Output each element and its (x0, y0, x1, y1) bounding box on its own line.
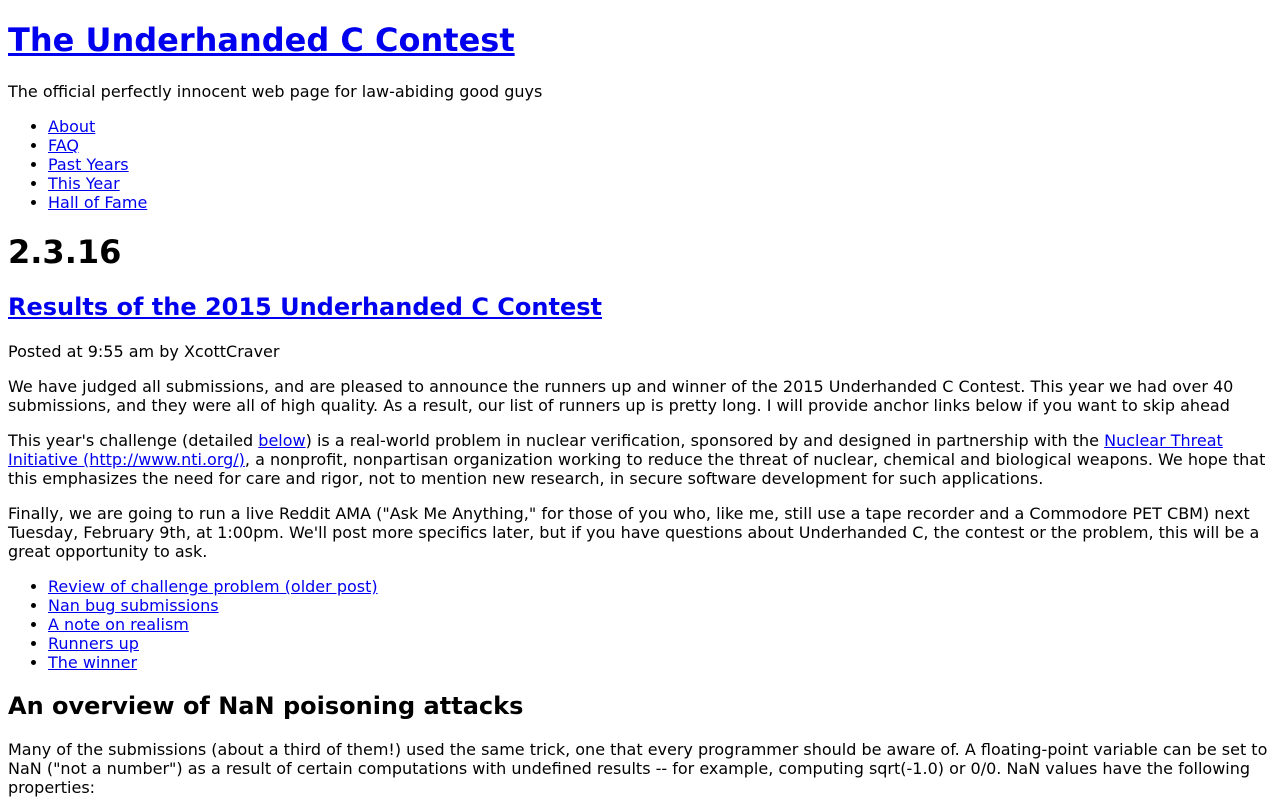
anchor-link-runners-up[interactable]: Runners up (48, 634, 139, 653)
post-meta (8, 342, 1272, 361)
post-title-link[interactable]: Results of the 2015 Underhanded C Contest (8, 293, 602, 321)
posted-time: 9:55 am (87, 342, 155, 361)
site-title (8, 21, 1272, 59)
anchor-item (48, 653, 1272, 672)
posted-by: by (154, 342, 184, 361)
nav-item-past-years (48, 155, 1272, 174)
below-link[interactable]: below (258, 431, 306, 450)
nav-link-this-year[interactable]: This Year (48, 174, 120, 193)
post-paragraph-challenge (8, 431, 1272, 488)
nav-item-about (48, 117, 1272, 136)
nav-item-hall-of-fame (48, 193, 1272, 212)
anchor-link-nan-bug[interactable]: Nan bug submissions (48, 596, 219, 615)
anchor-item (48, 634, 1272, 653)
post-author: XcottCraver (183, 342, 280, 361)
site-tagline: The official perfectly innocent web page for law-abiding good guys (8, 82, 543, 101)
anchor-links-list (8, 577, 1272, 672)
section-paragraph-nan: Many of the submissions (about a third of them!) used the same trick, one that every programmer should be aware of. A floating-point variable can be set to NaN ("not a number") as a result of certain computations with undefined results -- for example, computing sqrt(-1.0) or 0/0. NaN values have the following properties: (8, 740, 1268, 797)
anchor-item (48, 577, 1272, 596)
nav-link-hall-of-fame[interactable]: Hall of Fame (48, 193, 148, 212)
section-heading-nan: An overview of NaN poisoning attacks (8, 692, 524, 720)
nav-item-this-year (48, 174, 1272, 193)
anchor-item (48, 596, 1272, 615)
challenge-text-before: This year's challenge (detailed (8, 431, 259, 450)
post-paragraph-intro: We have judged all submissions, and are pleased to announce the runners up and winner of the 2015 Underhanded C Contest. This year we had over 40 submissions, and they were all of high quality. As a result, our list of runners up is pretty long. I will provide anchor links below if you want to skip ahead (8, 377, 1234, 415)
anchor-item (48, 615, 1272, 634)
posted-prefix: Posted at (8, 342, 88, 361)
post-title (8, 293, 1272, 321)
nti-link[interactable]: Nuclear Threat Initiative (http://www.nti.org/) (8, 431, 1223, 469)
challenge-text-middle: ) is a real-world problem in nuclear verification, sponsored by and designed in partnership with the (305, 431, 1105, 450)
anchor-link-realism[interactable]: A note on realism (48, 615, 189, 634)
nav-link-faq[interactable]: FAQ (48, 136, 79, 155)
anchor-link-review[interactable]: Review of challenge problem (older post) (48, 577, 378, 596)
page (8, 21, 1272, 797)
site-title-link[interactable]: The Underhanded C Contest (8, 21, 515, 59)
challenge-text-after: , a nonprofit, nonpartisan organization working to reduce the threat of nuclear, chemical and biological weapons. We hope that this emphasizes the need for care and rigor, not to mention new research, in secure software development for such applications. (8, 450, 1266, 488)
nav-link-past-years[interactable]: Past Years (48, 155, 129, 174)
post-date-header: 2.3.16 (8, 233, 122, 271)
main-nav (8, 117, 1272, 212)
anchor-link-winner[interactable]: The winner (48, 653, 138, 672)
nav-link-about[interactable]: About (48, 117, 96, 136)
nav-item-faq (48, 136, 1272, 155)
post-paragraph-ama: Finally, we are going to run a live Reddit AMA ("Ask Me Anything," for those of you who, like me, still use a tape recorder and a Commodore PET CBM) next Tuesday, February 9th, at 1:00pm. We'll post more specifics later, but if you have questions about Underhanded C, the contest or the problem, this will be a great opportunity to ask. (8, 504, 1260, 561)
